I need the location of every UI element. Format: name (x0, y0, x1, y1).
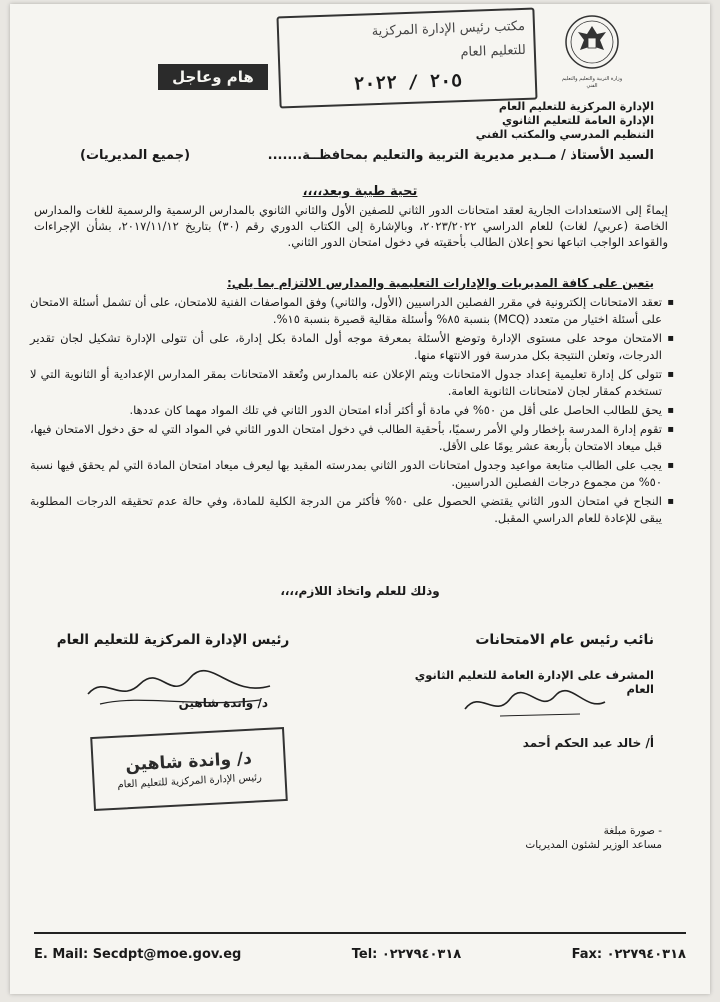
copy-to-recipient: مساعد الوزير لشئون المديريات (525, 839, 662, 851)
signature-scribble-left (80, 664, 280, 714)
department-header (434, 100, 654, 142)
footer-tel: Tel: ٠٢٢٧٩٤٠٣١٨ (351, 947, 462, 962)
official-seal (90, 727, 288, 811)
list-item: ▪ تقوم إدارة المدرسة بإخطار ولي الأمر رسميًا، بأحقية الطالب في دخول امتحان الدور الثاني في المواد التي له حق دخول الامتحان فيها، قبل ميعاد الامتحان بأربعة عشر يومًا على الأقل. (30, 421, 674, 455)
copy-to-label: - صورة مبلغة (603, 825, 662, 837)
list-item: ▪ تتولى كل إدارة تعليمية إعداد جدول الامتحانات ويتم الإعلان عنه بالمدارس وتُعقد الامتحانات بمقر المدارس الإعدادية أو الثانوية التي لا تستخدم كمقار لجان لامتحانات الثانوية العامة. (30, 366, 674, 400)
emblem-caption: وزارة التربية والتعليم والتعليم الفني (561, 76, 623, 89)
requirements-list (30, 294, 674, 529)
addressee-line (80, 148, 654, 163)
addressee-scope: (جميع المديريات) (80, 148, 191, 163)
signer-right-name: أ/ خالد عبد الحكم أحمد (522, 736, 654, 750)
document-page (10, 4, 710, 994)
seal-name: د/ واندة شاهين (124, 748, 253, 775)
eagle-icon (564, 12, 620, 76)
list-item: ▪ تعقد الامتحانات إلكترونية في مقرر الفصلين الدراسيين (الأول، والثاني) وفق المواصفات الفنية للامتحان، على أن تشمل أسئلة الامتحان على أسئلة اختيار من متعدد (MCQ) بنسبة ٨٥% وأسئلة مقالية قصيرة بنسبة ١٥%. (30, 294, 674, 328)
requirements-title: يتعين على كافة المديريات والإدارات التعليمية والمدارس الالتزام بما يلي: (227, 276, 654, 290)
list-item: ▪ يحق للطالب الحاصل على أقل من ٥٠% في مادة أو أكثر أداء امتحان الدور الثاني في تلك المواد مهما كان عددها. (30, 402, 674, 419)
copy-to (422, 824, 662, 852)
list-item: ▪ يجب على الطالب متابعة مواعيد وجدول امتحانات الدور الثاني بمدرسته المقيد بها ليعرف ميعاد امتحان المادة التي لم يحقق فيها نسبة ٥٠% من مجموع درجات الفصلين الدراسيين. (30, 457, 674, 491)
footer-contacts (34, 932, 686, 962)
ministry-emblem (558, 12, 626, 98)
signer-right-subtitle: المشرف على الإدارة العامة للتعليم الثانوي العام (414, 668, 654, 696)
signer-right-title: نائب رئيس عام الامتحانات (475, 632, 654, 648)
list-item: ▪ الامتحان موحد على مستوى الإدارة وتوضع الأسئلة بمعرفة موجه أول المادة بكل إدارة، على أن تتولى الإدارة تشكيل لجان تقدير الدرجات، وتعلن النتيجة بكل مدرسة فور الانتهاء منها. (30, 330, 674, 364)
addressee-to: السيد الأستاذ / مــدير مديرية التربية والتعليم بمحافظــة....... (267, 148, 654, 163)
intro-paragraph: إيماءً إلى الاستعدادات الجارية لعقد امتحانات الدور الثاني للصفين الأول والثاني الثانوي بالمدارس الرسمية والرسمية للغات والمدارس الخاصة (عربي/ لغات) للعام الدراسي ٢٠٢٣/٢٠٢٢، وبالإشارة إلى الكتاب الدوري رقم (٣٠) بتاريخ ٢٠١٧/١١/١٢، بشأن الإجراءات والقواعد الواجب اتباعها نحو إعلان الطالب بأحقيته في دخول امتحان الدور الثاني. (34, 203, 668, 249)
signer-left-title: رئيس الإدارة المركزية للتعليم العام (56, 632, 290, 648)
closing-line: وذلك للعلم واتخاذ اللازم،،،، (280, 584, 440, 598)
urgent-label: هام وعاجل (158, 64, 268, 90)
incoming-stamp (276, 8, 537, 109)
dept-line-central: الإدارة المركزية للتعليم العام (498, 100, 654, 113)
footer-email: E. Mail: Secdpt@moe.gov.eg (34, 947, 242, 962)
stamp-line-dept: للتعليم العام (460, 43, 527, 61)
footer-fax: Fax: ٠٢٢٧٩٤٠٣١٨ (571, 947, 686, 962)
signature-scribble-right (460, 684, 610, 724)
seal-title: رئيس الإدارة المركزية للتعليم العام (117, 771, 263, 791)
list-item: ▪ النجاح في امتحان الدور الثاني يقتضي الحصول على ٥٠% فأكثر من الدرجة الكلية للمادة، وفي حالة عدم تحقيقه الدرجات المطلوبة يبقى للإعادة للعام الدراسي المقبل. (30, 493, 674, 527)
dept-line-office: التنظيم المدرسي والمكتب الفني (475, 128, 654, 141)
signer-left-name: د/ واندة شاهين (178, 696, 268, 710)
dept-line-general: الإدارة العامة للتعليم الثانوي (502, 114, 654, 127)
stamp-number: ٢٠٥ / ٢٠٢٢ (353, 70, 463, 96)
stamp-line-office: مكتب رئيس الإدارة المركزية (371, 18, 526, 40)
greeting: تحية طيبة وبعد،،،، (302, 184, 418, 199)
